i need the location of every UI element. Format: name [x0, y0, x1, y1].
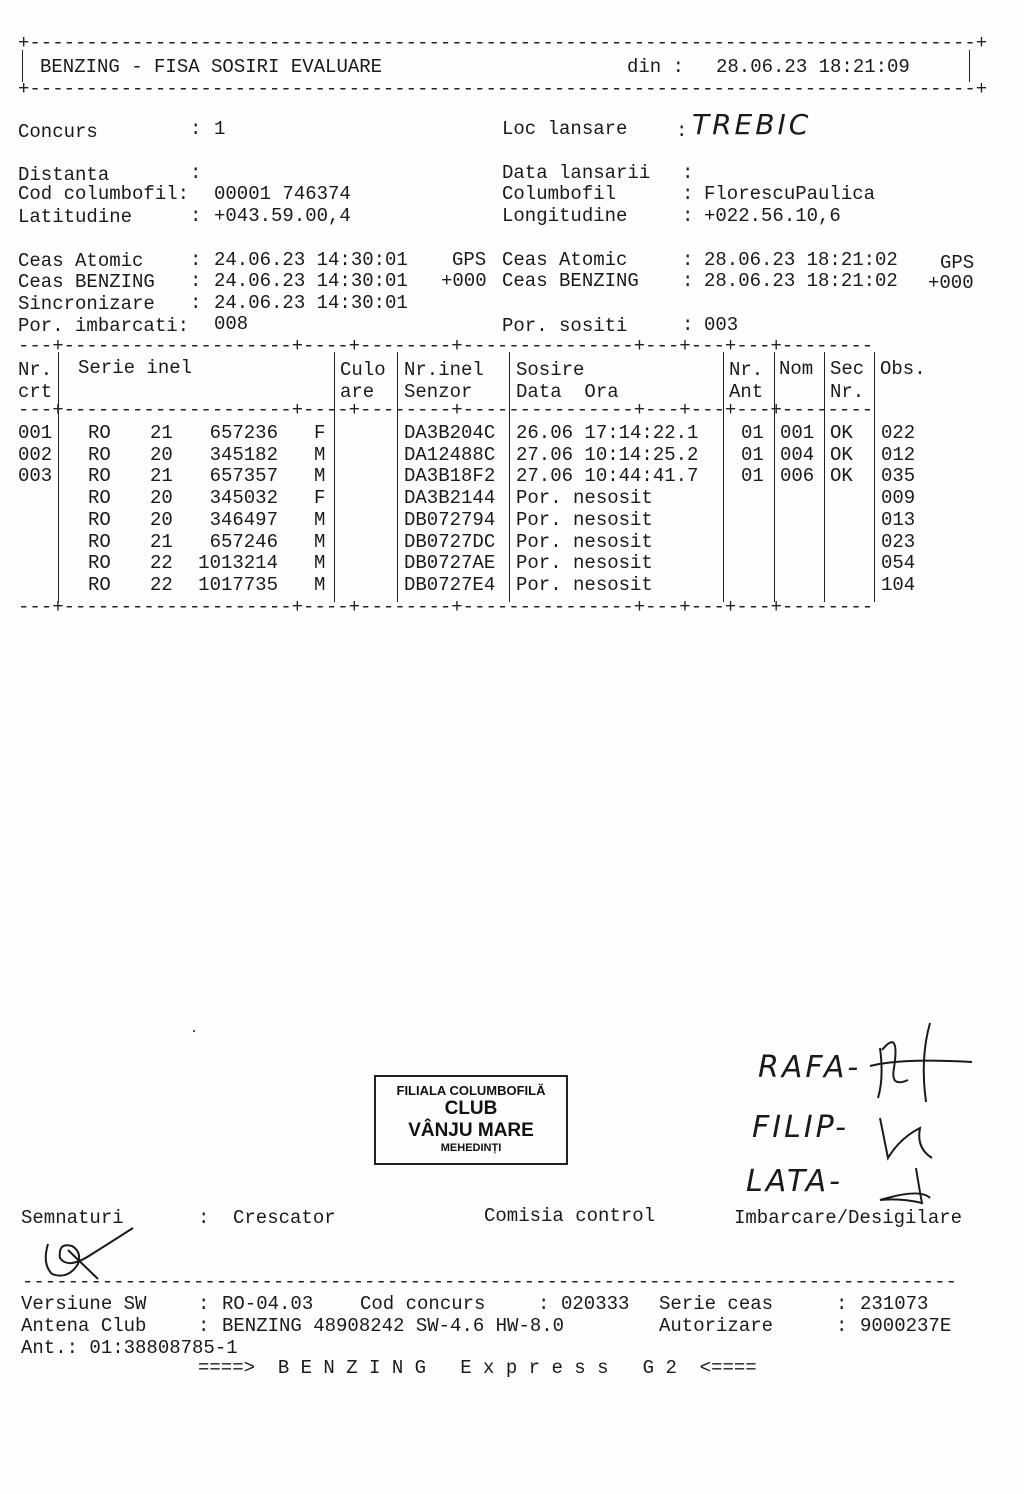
table-col-sep [874, 352, 875, 602]
signature-scribbles [860, 1018, 980, 1208]
comisia-control-label: Comisia control [484, 1205, 656, 1227]
cod-columbofil-label: Cod columbofil: [18, 183, 190, 205]
cell-an: 20 [150, 487, 173, 510]
cell-nr: 001 [18, 422, 53, 444]
latitudine-colon: : [190, 205, 202, 227]
cell-sosire: Por. nesosit [516, 530, 653, 553]
cell-obs: 012 [881, 443, 916, 466]
por-imbarcati-label-text: Por. imbarcati [18, 315, 178, 337]
ceas-atomic-2-value: 28.06.23 18:21:02 [704, 249, 898, 271]
data-lansarii-label: Data lansarii [502, 162, 651, 184]
table-top-border: ---+--------------------+----+--------+---------------+---+---+---+-------- [18, 335, 874, 357]
cell-senzor: DB072794 [404, 508, 496, 531]
table-col-sep [397, 352, 398, 602]
cell-an: 21 [150, 530, 173, 553]
longitudine-colon: : [682, 205, 694, 227]
longitudine-label: Longitudine [502, 205, 628, 227]
speck [193, 1030, 195, 1032]
footer-separator: ---------------------------------------------------------------------------------- [22, 1271, 957, 1293]
cell-sex: M [314, 552, 326, 575]
antena-label: Antena Club [21, 1315, 147, 1337]
stamp-line-1: FILIALA COLUMBOFILĂ [396, 1083, 546, 1098]
col-header-obs: Obs. [880, 358, 926, 380]
columbofil-label: Columbofil [502, 183, 617, 205]
versiune-label: Versiune SW [21, 1293, 147, 1315]
latitudine-label: Latitudine [18, 206, 133, 228]
cell-ro: RO [88, 573, 111, 596]
col-header-sosire: Sosire [516, 359, 585, 381]
table-header-border: ---+--------------------+----+--------+---------------+---+---+---+-------- [18, 399, 874, 421]
semnaturi-colon: : [198, 1207, 210, 1229]
cell-sex: M [314, 508, 326, 531]
table-col-sep [58, 352, 59, 602]
versiune-value: RO-04.03 [222, 1293, 314, 1315]
cell-ro: RO [88, 443, 111, 466]
cell-sec: OK [830, 443, 853, 466]
cod-concurs-colon: : [538, 1293, 550, 1315]
cell-obs: 022 [881, 422, 916, 444]
header-datetime: 28.06.23 18:21:09 [716, 56, 910, 78]
cell-obs: 054 [881, 552, 916, 575]
ceas-benzing-2-label: Ceas BENZING [502, 270, 639, 292]
cell-inel: 657236 [209, 422, 278, 444]
distanta-label: Distanta [18, 164, 110, 186]
cell-inel: 345182 [209, 443, 278, 466]
col-header-nr: Nr. [18, 359, 53, 381]
col-header-sec: Sec [830, 358, 865, 380]
cell-senzor: DB0727DC [404, 530, 496, 553]
concurs-value: 1 [214, 118, 226, 140]
cell-inel: 345032 [209, 487, 278, 510]
serie-ceas-label: Serie ceas [659, 1293, 774, 1315]
ceas-benzing-1-value: 24.06.23 14:30:01 [214, 270, 408, 292]
por-sositi-colon: : [682, 314, 694, 336]
cell-ant: 01 [741, 422, 764, 444]
versiune-colon: : [198, 1293, 210, 1315]
cell-sosire: 27.06 10:14:25.2 [516, 443, 699, 466]
cell-senzor: DA3B2144 [404, 487, 496, 510]
autorizare-colon: : [836, 1315, 848, 1337]
col-header-serie-inel: Serie inel [78, 357, 193, 379]
sincronizare-label: Sincronizare [18, 293, 155, 315]
header-bottom-border: +-----------------------------------------------------------------------------------+ [18, 78, 988, 100]
sincronizare-value: 24.06.23 14:30:01 [214, 292, 408, 314]
ceas-benzing-2-colon: : [682, 270, 694, 292]
latitudine-value: +043.59.00,4 [214, 205, 351, 227]
autorizare-label: Autorizare [659, 1315, 774, 1337]
concurs-label: Concurs [18, 121, 98, 143]
stamp-line-2: CLUB [444, 1098, 498, 1119]
cell-an: 21 [150, 422, 173, 444]
cell-senzor: DA3B204C [404, 422, 496, 444]
cell-sosire: Por. nesosit [516, 552, 653, 575]
cell-obs: 013 [881, 508, 916, 531]
cell-sex: M [314, 443, 326, 466]
concurs-colon: : [190, 118, 202, 140]
autorizare-value: 9000237E [860, 1315, 952, 1337]
cell-sosire: Por. nesosit [516, 508, 653, 531]
cell-ro: RO [88, 552, 111, 575]
loc-lansare-colon: : [676, 120, 688, 142]
por-sositi-value: 003 [704, 314, 739, 336]
cell-sosire: 26.06 17:14:22.1 [516, 422, 699, 444]
cod-concurs-value: 020333 [561, 1293, 630, 1315]
sincronizare-colon: : [190, 292, 202, 314]
brand-line: ====> B E N Z I N G E x p r e s s G 2 <==== [198, 1357, 757, 1379]
col-header-nr-ant: Nr. [729, 359, 764, 381]
cod-columbofil-label-text: Cod columbofil [18, 183, 178, 205]
cell-an: 22 [150, 573, 173, 596]
cell-senzor: DB0727E4 [404, 573, 496, 596]
por-imbarcati-value: 008 [214, 313, 249, 335]
longitudine-value: +022.56.10,6 [704, 205, 841, 227]
handwritten-rafa: RAFA- [758, 1050, 862, 1085]
table-col-sep [334, 352, 335, 602]
cell-senzor: DA12488C [404, 443, 496, 466]
imbarcare-desigilare-label: Imbarcare/Desigilare [734, 1207, 963, 1229]
cell-obs: 104 [881, 573, 916, 596]
table-col-sep [509, 352, 510, 602]
cell-sex: F [314, 422, 326, 444]
cell-nr: 002 [18, 443, 53, 466]
serie-ceas-colon: : [836, 1293, 848, 1315]
ceas-atomic-2-label: Ceas Atomic [502, 249, 628, 271]
col-header-nom: Nom [779, 358, 814, 380]
cell-inel: 657357 [209, 465, 278, 488]
ceas-benzing-2-value: 28.06.23 18:21:02 [704, 270, 898, 292]
cell-inel: 657246 [209, 530, 278, 553]
ceas-atomic-1-colon: : [190, 249, 202, 271]
ceas-atomic-1-value: 24.06.23 14:30:01 [214, 249, 408, 271]
ceas-benzing-1-suffix: +000 [441, 270, 487, 292]
cell-sosire: 27.06 10:44:41.7 [516, 465, 699, 488]
cell-sex: F [314, 487, 326, 510]
col-header-nr-inel: Nr.inel [404, 359, 484, 381]
columbofil-value: FlorescuPaulica [704, 183, 876, 205]
cell-nom: 006 [780, 465, 815, 488]
cod-columbofil-value: 00001 746374 [214, 183, 351, 205]
cell-sex: M [314, 573, 326, 596]
por-imbarcati-label: Por. imbarcati: [18, 315, 190, 337]
cell-sec: OK [830, 422, 853, 444]
header-top-border: +-----------------------------------------------------------------------------------+ [18, 32, 988, 54]
col-header-crt: crt [18, 381, 53, 403]
col-header-senzor: Senzor [404, 381, 473, 403]
antena-value: BENZING 48908242 SW-4.6 HW-8.0 [222, 1315, 565, 1337]
cell-ant: 01 [741, 443, 764, 466]
cell-nr: 003 [18, 465, 53, 488]
cell-inel: 346497 [209, 508, 278, 531]
col-header-culoare-2: are [340, 381, 375, 403]
ceas-atomic-2-suffix: GPS [940, 252, 975, 274]
table-bottom-border: ---+--------------------+----+--------+---------------+---+---+---+-------- [18, 596, 874, 618]
cell-sex: M [314, 530, 326, 553]
ceas-benzing-1-label: Ceas BENZING [18, 271, 155, 293]
cell-ro: RO [88, 422, 111, 444]
table-col-sep [824, 352, 825, 602]
ceas-atomic-1-label: Ceas Atomic [18, 250, 144, 272]
col-header-data-ora: Data Ora [516, 381, 619, 403]
cell-senzor: DA3B18F2 [404, 465, 496, 488]
distanta-colon: : [190, 162, 202, 184]
cell-obs: 035 [881, 465, 916, 488]
table-col-sep [774, 352, 775, 602]
cell-ro: RO [88, 508, 111, 531]
cell-obs: 023 [881, 530, 916, 553]
ant-line: Ant.: 01:38808785-1 [21, 1337, 238, 1359]
cell-an: 20 [150, 508, 173, 531]
loc-lansare-handwritten: TREBIC [692, 108, 812, 141]
cell-ro: RO [88, 487, 111, 510]
ceas-benzing-2-suffix: +000 [928, 272, 974, 294]
cell-sex: M [314, 465, 326, 488]
por-sositi-label: Por. sositi [502, 315, 628, 337]
header-title: BENZING - FISA SOSIRI EVALUARE [40, 56, 383, 78]
cell-inel: 1013214 [198, 552, 278, 575]
cell-ro: RO [88, 465, 111, 488]
cell-sosire: Por. nesosit [516, 487, 653, 510]
cell-nom: 004 [780, 443, 815, 466]
cell-nom: 001 [780, 422, 815, 444]
cell-ant: 01 [741, 465, 764, 488]
club-stamp [374, 1075, 568, 1165]
cell-ro: RO [88, 530, 111, 553]
stamp-line-4: MEHEDINȚI [440, 1142, 502, 1154]
ceas-benzing-1-colon: : [190, 270, 202, 292]
cell-an: 20 [150, 443, 173, 466]
columbofil-colon: : [682, 183, 694, 205]
stamp-line-3: VÂNJU MARE [408, 1120, 534, 1141]
ceas-atomic-1-suffix: GPS [452, 249, 487, 271]
loc-lansare-label: Loc lansare [502, 118, 628, 140]
col-header-culoare: Culo [340, 359, 386, 381]
handwritten-filip: FILIP- [752, 1110, 849, 1145]
semnaturi-label: Semnaturi [21, 1207, 124, 1229]
handwritten-lata: LATA- [746, 1164, 843, 1199]
cell-sec: OK [830, 465, 853, 488]
ceas-atomic-2-colon: : [682, 249, 694, 271]
crescator-label: Crescator [233, 1207, 336, 1229]
cell-obs: 009 [881, 487, 916, 510]
cell-an: 21 [150, 465, 173, 488]
header-din-label: din : [627, 56, 685, 78]
data-lansarii-colon: : [682, 162, 694, 184]
cell-an: 22 [150, 552, 173, 575]
table-col-sep [723, 352, 724, 602]
cell-sosire: Por. nesosit [516, 573, 653, 596]
cell-senzor: DB0727AE [404, 552, 496, 575]
col-header-ant: Ant [729, 381, 764, 403]
antena-colon: : [198, 1315, 210, 1337]
cod-concurs-label: Cod concurs [360, 1293, 486, 1315]
serie-ceas-value: 231073 [860, 1293, 929, 1315]
col-header-sec-nr: Nr. [830, 381, 865, 403]
cell-inel: 1017735 [198, 573, 278, 596]
